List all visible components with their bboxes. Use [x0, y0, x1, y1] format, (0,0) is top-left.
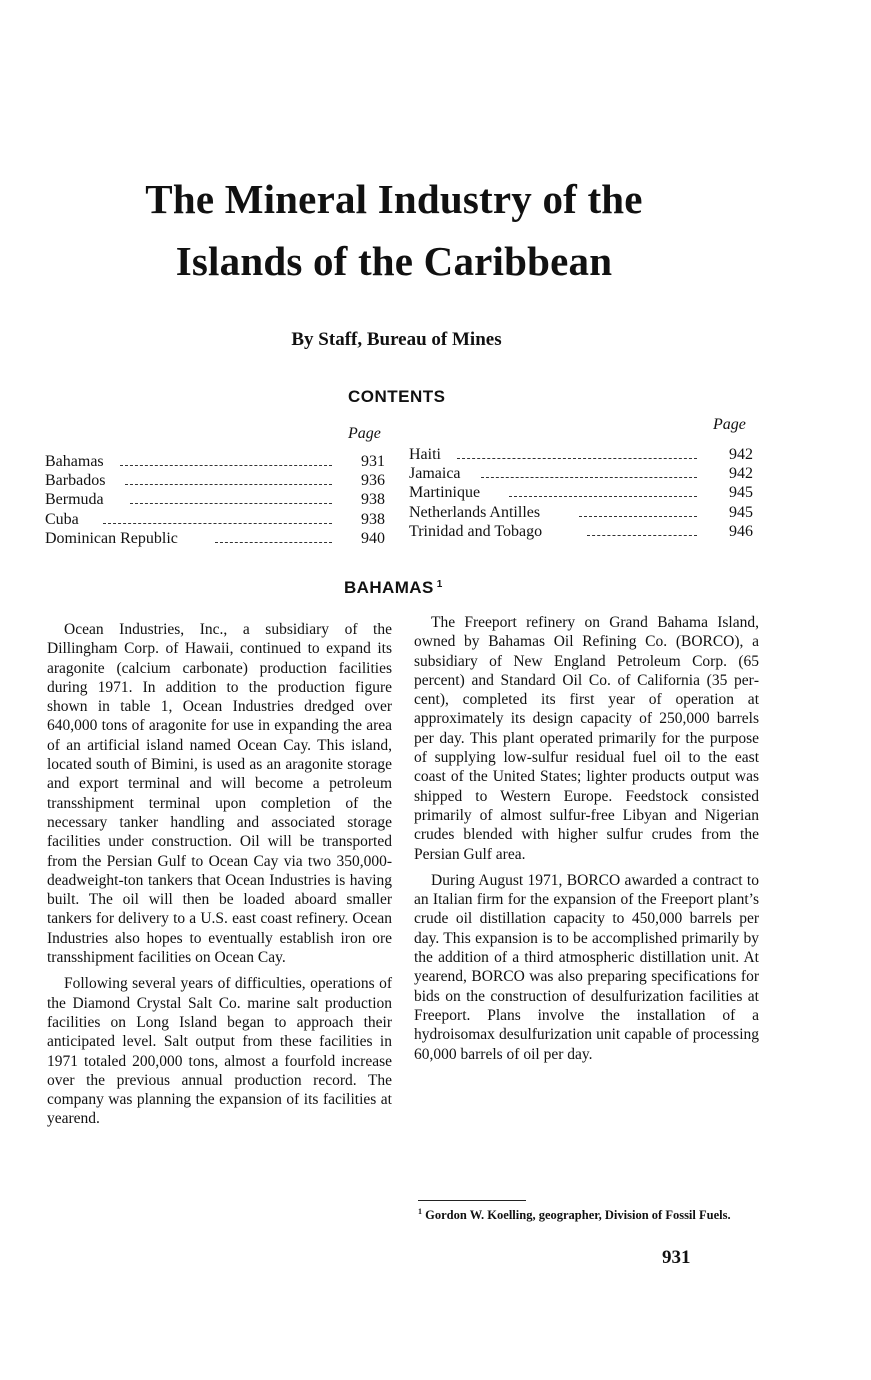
toc-entry-label: Trinidad and Tobago	[409, 522, 543, 540]
section-heading-text: BAHAMAS	[344, 578, 434, 597]
footnote-text: Gordon W. Koelling, geographer, Division of Fossil Fuels.	[425, 1208, 731, 1223]
leader-dots	[481, 477, 697, 478]
toc-entry[interactable]	[409, 464, 754, 483]
toc-entry-page: 938	[361, 510, 385, 528]
document-title	[60, 168, 728, 292]
leader-dots	[103, 523, 332, 524]
toc-entry-label: Haiti	[409, 446, 441, 463]
title-line-1: The Mineral Industry of the	[145, 176, 643, 222]
toc-entry-page: 938	[361, 491, 385, 509]
leader-dots	[130, 503, 332, 504]
toc-entry[interactable]	[45, 529, 385, 548]
toc-page-label-right: Page	[713, 416, 746, 433]
paragraph: Following several years of difficulties, operations of the Diamond Crystal Salt Co. marine salt production facilities on Long Island began to approach their anticipated level. Salt output from these facilities in 1971 totaled 200,000 tons, almost a fourfold increase over the previous annual production record. The company was planning the expansion of its facilities at yearend.	[47, 975, 392, 1128]
toc-entry[interactable]	[409, 445, 754, 464]
toc-entry-page: 942	[729, 446, 753, 463]
leader-dots	[120, 465, 332, 466]
toc-entry[interactable]	[45, 452, 385, 471]
title-line-2: Islands of the Caribbean	[175, 238, 613, 284]
toc-entry[interactable]	[409, 503, 754, 522]
footnote-divider	[418, 1200, 526, 1201]
toc-page-label-left: Page	[348, 425, 381, 442]
body-column-right	[414, 613, 759, 1064]
toc-entry[interactable]	[45, 510, 385, 529]
body-column-left	[47, 620, 392, 1129]
leader-dots	[215, 542, 332, 543]
toc-entry-label: Jamaica	[409, 465, 461, 483]
page-number: 931	[662, 1247, 691, 1268]
toc-entry-page: 940	[361, 529, 385, 547]
toc-entry-page: 936	[361, 472, 385, 490]
footnote	[418, 1204, 762, 1223]
leader-dots	[579, 516, 697, 517]
toc-right	[409, 445, 754, 541]
leader-dots	[509, 496, 697, 497]
toc-entry-label: Cuba	[45, 510, 79, 528]
toc-entry-label: Barbados	[45, 472, 106, 490]
toc-entry-page: 946	[729, 522, 753, 540]
toc-entry[interactable]	[45, 471, 385, 490]
toc-entry-page: 945	[729, 503, 753, 521]
toc-left	[45, 452, 385, 548]
toc-entry[interactable]	[45, 490, 385, 509]
leader-dots	[125, 484, 332, 485]
leader-dots	[587, 535, 697, 536]
paragraph: Ocean Industries, Inc., a subsidiary of the Dillingham Corp. of Hawaii, continued to expand its aragonite (calcium carbonate) production facilities during 1971. In addition to the production figure shown in table 1, Ocean Industries dredged over 640,000 tons of aragonite for use in expanding the area of an artificial island named Ocean Cay. This island, located south of Bimini, is used as an aragonite storage and export terminal and will become a petroleum transshipment terminal upon completion of the necessary tanker handling and associated storage facilities under construction. Oil will be transported from the Persian Gulf to Ocean Cay via two 350,000-deadweight-ton tankers that Ocean Industries is having built. The oil will then be loaded aboard smaller tankers for delivery to a U.S. east coast refinery. Ocean Industries also hopes to eventually establish iron ore transshipment facilities on Ocean Cay.	[47, 621, 392, 967]
leader-dots	[457, 458, 697, 459]
toc-entry-page: 945	[729, 484, 753, 502]
footnote-mark: 1	[418, 1207, 422, 1216]
toc-entry-label: Bahamas	[45, 453, 104, 470]
toc-entry[interactable]	[409, 522, 754, 541]
toc-entry-page: 931	[361, 453, 385, 470]
toc-entry-label: Netherlands Antilles	[409, 503, 541, 521]
toc-entry-label: Martinique	[409, 484, 481, 502]
contents-heading: CONTENTS	[348, 387, 446, 406]
section-heading	[344, 578, 443, 598]
paragraph: The Freeport refinery on Grand Bahama Island, owned by Bahamas Oil Refining Co. (BORCO), a subsidiary of New England Petroleum Corp. (65 percent) and Standard Oil Co. of California (35 percent), completed its first year of operation at approximately its design capacity of 250,000 barrels per day. This plant operated primarily for the purpose of supplying low-sulfur residual fuel oil to the east coast of the United States; lighter products output was shipped to Western Europe. Feedstock consisted primarily of almost sulfur-free Libyan and Nigerian crudes blended with higher sulfur crudes from the Persian Gulf area.	[414, 614, 759, 863]
toc-entry[interactable]	[409, 483, 754, 502]
toc-entry-label: Dominican Republic	[45, 529, 178, 547]
toc-entry-label: Bermuda	[45, 491, 104, 509]
footnote-reference[interactable]: 1	[436, 579, 443, 590]
paragraph: During August 1971, BORCO awarded a contract to an Italian firm for the expansion of the Freeport plant’s crude oil distillation capacity to 450,000 barrels per day. This expansion is to be accomplished primarily by the addition of a third atmospheric distillation unit. At yearend, BORCO was also preparing specifications for bids on the construction of desulfurization facilities at Freeport. Plans involve the installation of a hydroisomax desulfurization unit capable of processing 60,000 barrels of oil per day.	[414, 871, 759, 1063]
byline: By Staff, Bureau of Mines	[291, 329, 502, 350]
toc-entry-page: 942	[729, 465, 753, 483]
